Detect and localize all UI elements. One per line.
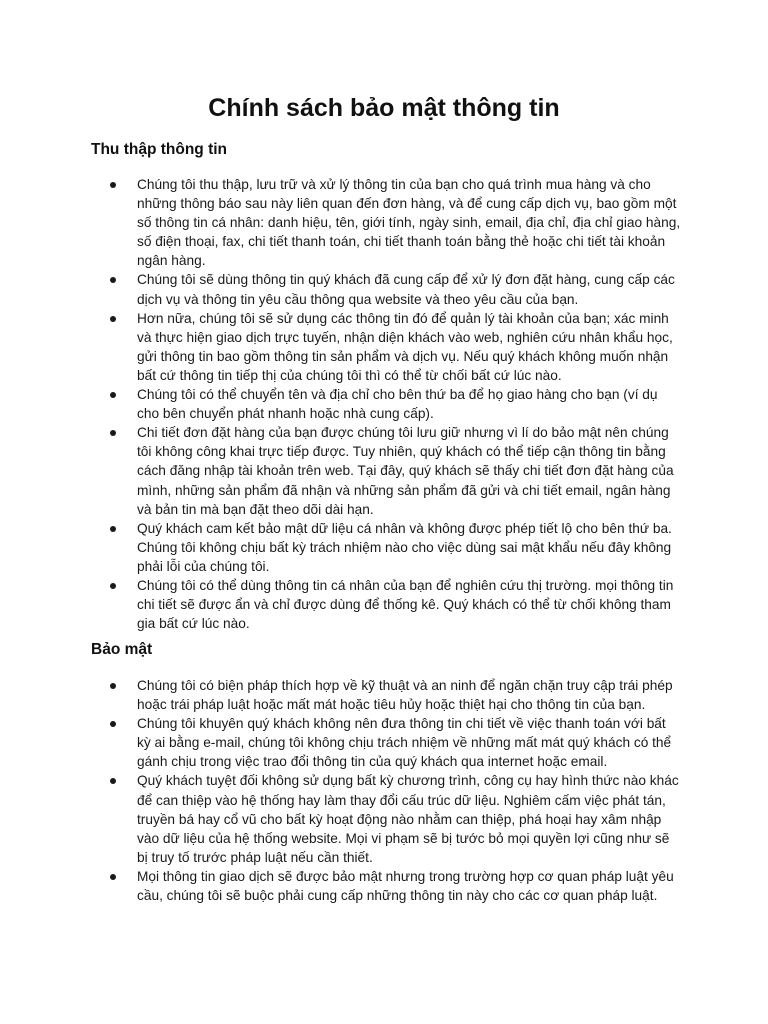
list-item-text: Chi tiết đơn đặt hàng của bạn được chúng tôi lưu giữ nhưng vì lí do bảo mật nên chúng tôi không công khai trực tiếp được. Tuy nhiên, quý khách có thể tiếp cận thông tin bằng cách đăng nhập tài khoản trên web. Tại đây, quý khách sẽ thấy chi tiết đơn đặt hàng của mình, những sản phẩm đã nhận và những sản phẩm đã gửi và chi tiết email, ngân hàng và bản tin mà bạn đặt theo dõi dài hạn. xyxy=(137,425,674,517)
bullet-icon xyxy=(110,316,116,322)
list-item-text: Chúng tôi có thể chuyển tên và địa chỉ cho bên thứ ba để họ giao hàng cho bạn (ví dụ cho bên chuyển phát nhanh hoặc nhà cung cấp). xyxy=(137,387,658,422)
bullet-icon xyxy=(110,683,116,689)
list-item xyxy=(137,385,682,423)
list-item xyxy=(137,867,682,905)
list-item xyxy=(137,576,682,633)
bullet-icon xyxy=(110,526,116,532)
bullet-icon xyxy=(110,430,116,436)
bullet-icon xyxy=(110,277,116,283)
list-item-text: Quý khách cam kết bảo mật dữ liệu cá nhân và không được phép tiết lộ cho bên thứ ba. Chúng tôi không chịu bất kỳ trách nhiệm nào cho việc dùng sai mật khẩu nếu đây không phải lỗi của chúng tôi. xyxy=(137,520,672,574)
list-item-text: Chúng tôi khuyên quý khách không nên đưa thông tin chi tiết về việc thanh toán với bất kỳ ai bằng e-mail, chúng tôi không chịu trách nhiệm về những mất mát quý khách có thể gánh chịu trong việc trao đổi thông tin của quý khách qua internet hoặc email. xyxy=(137,716,672,770)
bullet-icon xyxy=(110,392,116,398)
bullet-list-thu-thap-thong-tin xyxy=(137,175,682,633)
bullet-list-bao-mat xyxy=(137,676,682,905)
list-item-text: Chúng tôi sẽ dùng thông tin quý khách đã cung cấp để xử lý đơn đặt hàng, cung cấp các dịch vụ và thông tin yêu cầu thông qua website và theo yêu cầu của bạn. xyxy=(137,272,675,307)
page-title: Chính sách bảo mật thông tin xyxy=(208,94,560,122)
list-item-text: Chúng tôi thu thập, lưu trữ và xử lý thông tin của bạn cho quá trình mua hàng và cho những thông báo sau này liên quan đến đơn hàng, và để cung cấp dịch vụ, bao gồm một số thông tin cá nhân: danh hiệu, tên, giới tính, ngày sinh, email, địa chỉ, địa chỉ giao hàng, số điện thoại, fax, chi tiết thanh toán, chi tiết thanh toán bằng thẻ hoặc chi tiết tài khoản ngân hàng. xyxy=(137,177,681,269)
list-item xyxy=(137,771,682,866)
list-item xyxy=(137,676,682,714)
list-item-text: Hơn nữa, chúng tôi sẽ sử dụng các thông tin đó để quản lý tài khoản của bạn; xác minh và thực hiện giao dịch trực tuyến, nhận diện khách vào web, nghiên cứu nhân khẩu học, gửi thông tin bao gồm thông tin sản phẩm và dịch vụ. Nếu quý khách không muốn nhận bất cứ thông tin tiếp thị của chúng tôi thì có thể từ chối bất cứ lúc nào. xyxy=(137,310,673,383)
bullet-icon xyxy=(110,721,116,727)
list-item xyxy=(137,309,682,385)
bullet-icon xyxy=(110,583,116,589)
bullet-icon xyxy=(110,874,116,880)
list-item xyxy=(137,270,682,308)
list-item xyxy=(137,714,682,771)
list-item-text: Mọi thông tin giao dịch sẽ được bảo mật nhưng trong trường hợp cơ quan pháp luật yêu cầu, chúng tôi sẽ buộc phải cung cấp những thông tin này cho các cơ quan pháp luật. xyxy=(137,868,674,904)
list-item-text: Quý khách tuyệt đối không sử dụng bất kỳ chương trình, công cụ hay hình thức nào khác để can thiệp vào hệ thống hay làm thay đổi cấu trúc dữ liệu. Nghiêm cấm việc phát tán, truyền bá hay cổ vũ cho bất kỳ hoạt động nào nhằm can thiệp, phá hoại hay xâm nhập vào dữ liệu của hệ thống website. Mọi vi phạm sẽ bị tước bỏ mọi quyền lợi cũng như sẽ bị truy tố trước pháp luật nếu cần thiết. xyxy=(137,773,679,865)
list-item xyxy=(137,423,682,518)
list-item-text: Chúng tôi có biện pháp thích hợp về kỹ thuật và an ninh để ngăn chặn truy cập trái phép hoặc trái pháp luật hoặc mất mát hoặc tiêu hủy hoặc thiệt hại cho thông tin của bạn. xyxy=(137,678,673,713)
list-item xyxy=(137,519,682,576)
section-heading-bao-mat: Bảo mật xyxy=(91,641,153,658)
bullet-icon xyxy=(110,182,116,188)
section-heading-thu-thap-thong-tin: Thu thập thông tin xyxy=(91,141,228,158)
list-item xyxy=(137,175,682,270)
list-item-text: Chúng tôi có thể dùng thông tin cá nhân của bạn để nghiên cứu thị trường. mọi thông tin chi tiết sẽ được ẩn và chỉ được dùng để thống kê. Quý khách có thể từ chối không tham gia bất cứ lúc nào. xyxy=(137,577,674,632)
bullet-icon xyxy=(110,778,116,784)
